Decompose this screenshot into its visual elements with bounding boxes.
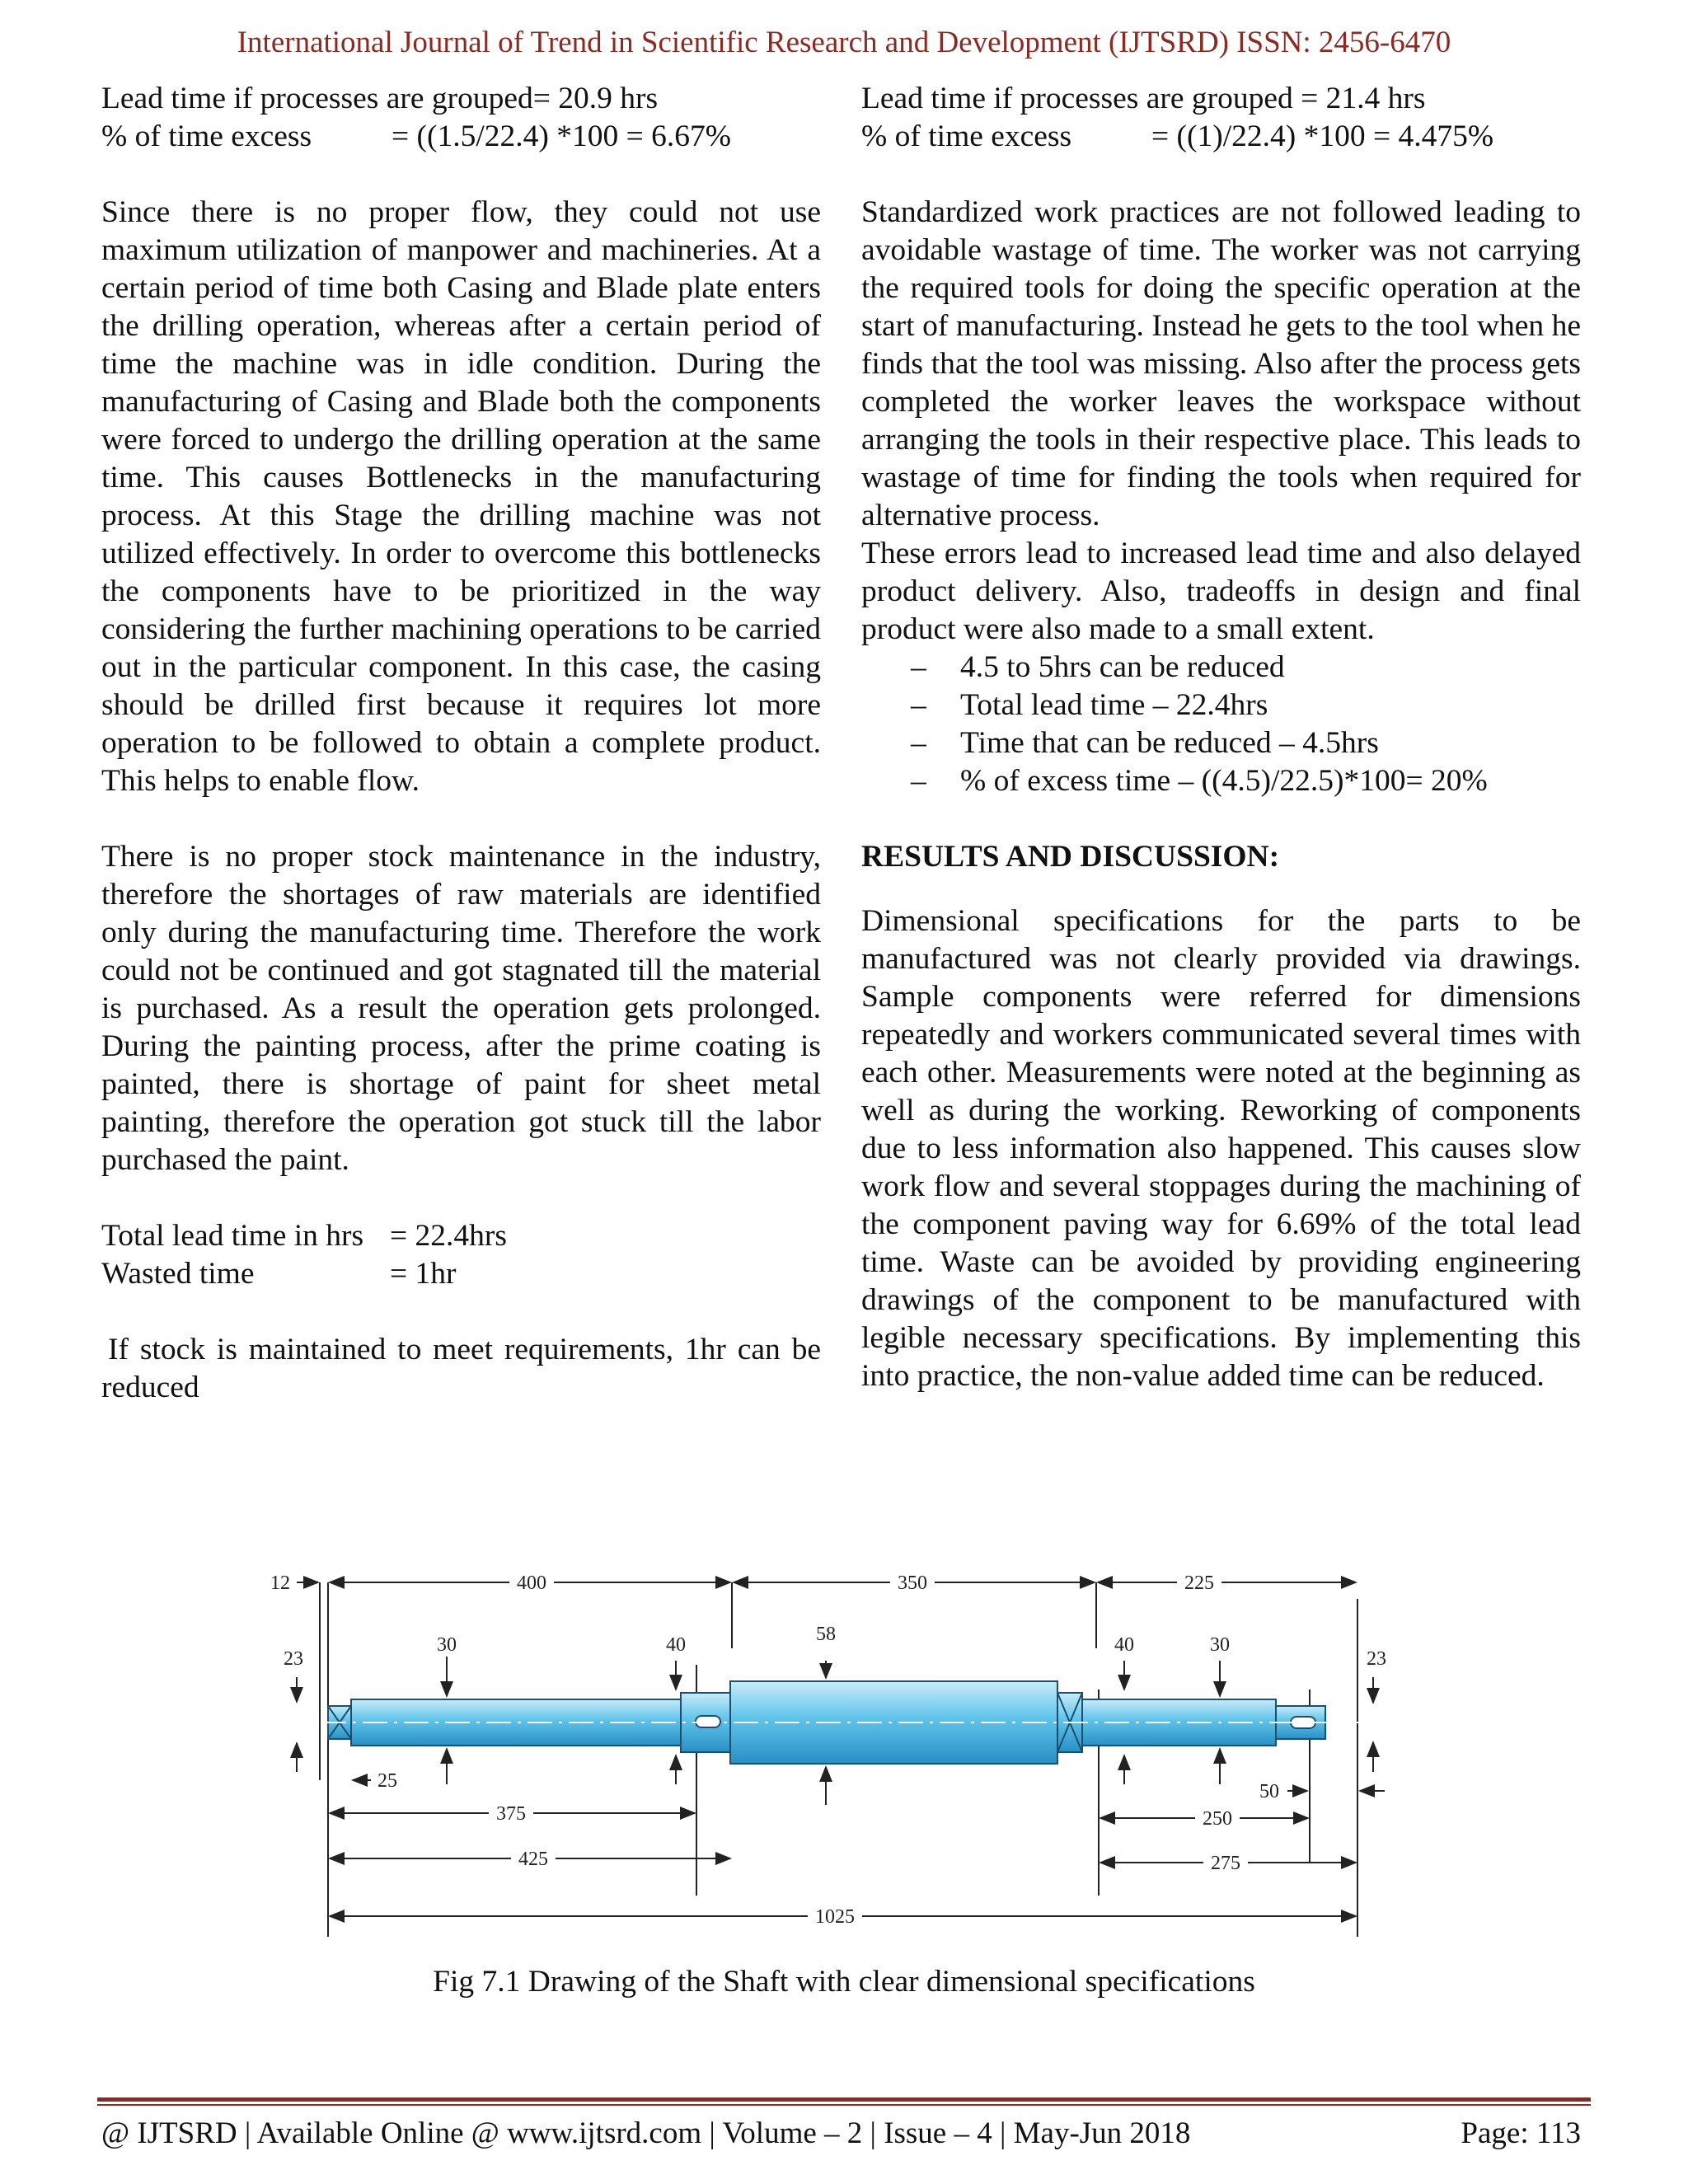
footer-rule-thin — [97, 2104, 1591, 2106]
page-number: Page: 113 — [1461, 2116, 1581, 2150]
left-lead-time-grouped: Lead time if processes are grouped= 20.9 hrs — [101, 82, 659, 115]
right-paragraph-results: Dimensional specifications for the parts to be manufactured was not clearly provided via drawings. Sample components were referred for dimensions repeatedly and workers communicated several times with each other. Measurements were noted at the beginning as well as during the working. Reworking of components due to less information also happened. This causes slow work flow and several stoppages during the machining of the component paving way for 6.69% of the total lead time. Waste can be avoided by providing engineering drawings of the component to be manufactured with legible necessary specifications. By implementing this into practice, the non-value added time can be reduced. — [861, 904, 1581, 1393]
footer-rule — [97, 2097, 1591, 2102]
left-wasted-value: = 1hr — [390, 1257, 457, 1291]
left-paragraph-flow: Since there is no proper flow, they could not use maximum utilization of manpower and machineries. At a certain period of time both Casing and Blade plate enters the drilling operation, whereas after a certain period of time the machine was in idle condition. During the manufacturing of Casing and Blade both the components were forced to undergo the drilling operation at the same time. This causes Bottlenecks in the manufacturing process. At this Stage the drilling machine was not utilized effectively. In order to overcome this bottlenecks the components have to be prioritized in the way considering the further machining operations to be carried out in the particular component. In this case, the casing should be drilled first because it requires lot more operation to be followed to obtain a complete product. This helps to enable flow. — [101, 195, 821, 798]
dim-375: 375 — [496, 1803, 526, 1825]
section-heading-results: RESULTS AND DISCUSSION: — [861, 840, 1280, 874]
list-item: – 4.5 to 5hrs can be reduced — [960, 649, 1581, 687]
right-excess-value: = ((1)/22.4) *100 = 4.475% — [1151, 120, 1494, 153]
figure-caption: Fig 7.1 Drawing of the Shaft with clear dimensional specifications — [433, 1965, 1255, 1999]
dim-30-left: 30 — [437, 1634, 457, 1656]
left-excess-row — [101, 118, 821, 156]
dim-58: 58 — [816, 1624, 836, 1645]
page-footer — [101, 2116, 1581, 2151]
left-paragraph-reduced: If stock is maintained to meet requirements, 1hr can be reduced — [101, 1333, 821, 1404]
left-paragraph-stock: There is no proper stock maintenance in the industry, therefore the shortages of raw materials are identified only during the manufacturing time. Therefore the work could not be continued and got stagnated till the material is purchased. As a result the operation gets prolonged. During the painting process, after the prime coating is painted, there is shortage of paint for sheet metal painting, therefore the operation got stuck till the labor purchased the paint. — [101, 840, 821, 1177]
dim-23-right: 23 — [1367, 1648, 1386, 1670]
list-item: – Time that can be reduced – 4.5hrs — [960, 724, 1581, 762]
dim-400: 400 — [517, 1572, 546, 1594]
left-total-row — [101, 1217, 821, 1255]
right-excess-label: % of time excess — [861, 120, 1072, 153]
footer-publication-info: @ IJTSRD | Available Online @ www.ijtsrd.com | Volume – 2 | Issue – 4 | May-Jun 2018 — [101, 2116, 1191, 2150]
left-excess-label: % of time excess — [101, 120, 312, 153]
right-paragraph-standard-work: Standardized work practices are not followed leading to avoidable wastage of time. The worker was not carrying the required tools for doing the specific operation at the start of manufacturing. Instead he gets to the tool when he finds that the tool was missing. Also after the process gets completed the worker leaves the workspace without arranging the tools in their respective place. This leads to wastage of time for finding the tools when required for alternative process. — [861, 195, 1581, 532]
dim-30-right: 30 — [1210, 1634, 1230, 1656]
dim-425: 425 — [518, 1849, 548, 1870]
dim-40-left: 40 — [666, 1634, 686, 1656]
reduction-list — [861, 649, 1581, 800]
dim-23-left: 23 — [284, 1648, 303, 1670]
dim-25: 25 — [377, 1770, 397, 1792]
shaft-drawing — [247, 1558, 1442, 1937]
left-excess-value: = ((1.5/22.4) *100 = 6.67% — [392, 120, 732, 153]
right-paragraph-errors: These errors lead to increased lead time and also delayed product delivery. Also, tradeoffs in design and final product were also made to a small extent. — [861, 537, 1581, 646]
dim-225: 225 — [1184, 1572, 1214, 1594]
left-total-value: = 22.4hrs — [390, 1219, 507, 1253]
dim-12: 12 — [270, 1572, 290, 1594]
dim-50: 50 — [1259, 1781, 1279, 1802]
left-column — [101, 80, 821, 1407]
dim-40-right: 40 — [1114, 1634, 1134, 1656]
left-total-label: Total lead time in hrs — [101, 1219, 364, 1253]
list-item: – % of excess time – ((4.5)/22.5)*100= 20% — [960, 762, 1581, 800]
left-wasted-row — [101, 1255, 821, 1293]
dim-1025: 1025 — [815, 1906, 855, 1928]
right-lead-time-grouped: Lead time if processes are grouped = 21.4 hrs — [861, 82, 1426, 115]
list-item: – Total lead time – 22.4hrs — [960, 687, 1581, 724]
dim-275: 275 — [1211, 1853, 1240, 1874]
journal-header: International Journal of Trend in Scientific Research and Development (IJTSRD) ISSN: 2456-6470 — [237, 26, 1451, 59]
left-wasted-label: Wasted time — [101, 1257, 255, 1291]
dim-350: 350 — [898, 1572, 927, 1594]
dim-250: 250 — [1203, 1808, 1232, 1830]
right-excess-row — [861, 118, 1581, 156]
right-column — [861, 80, 1581, 1395]
